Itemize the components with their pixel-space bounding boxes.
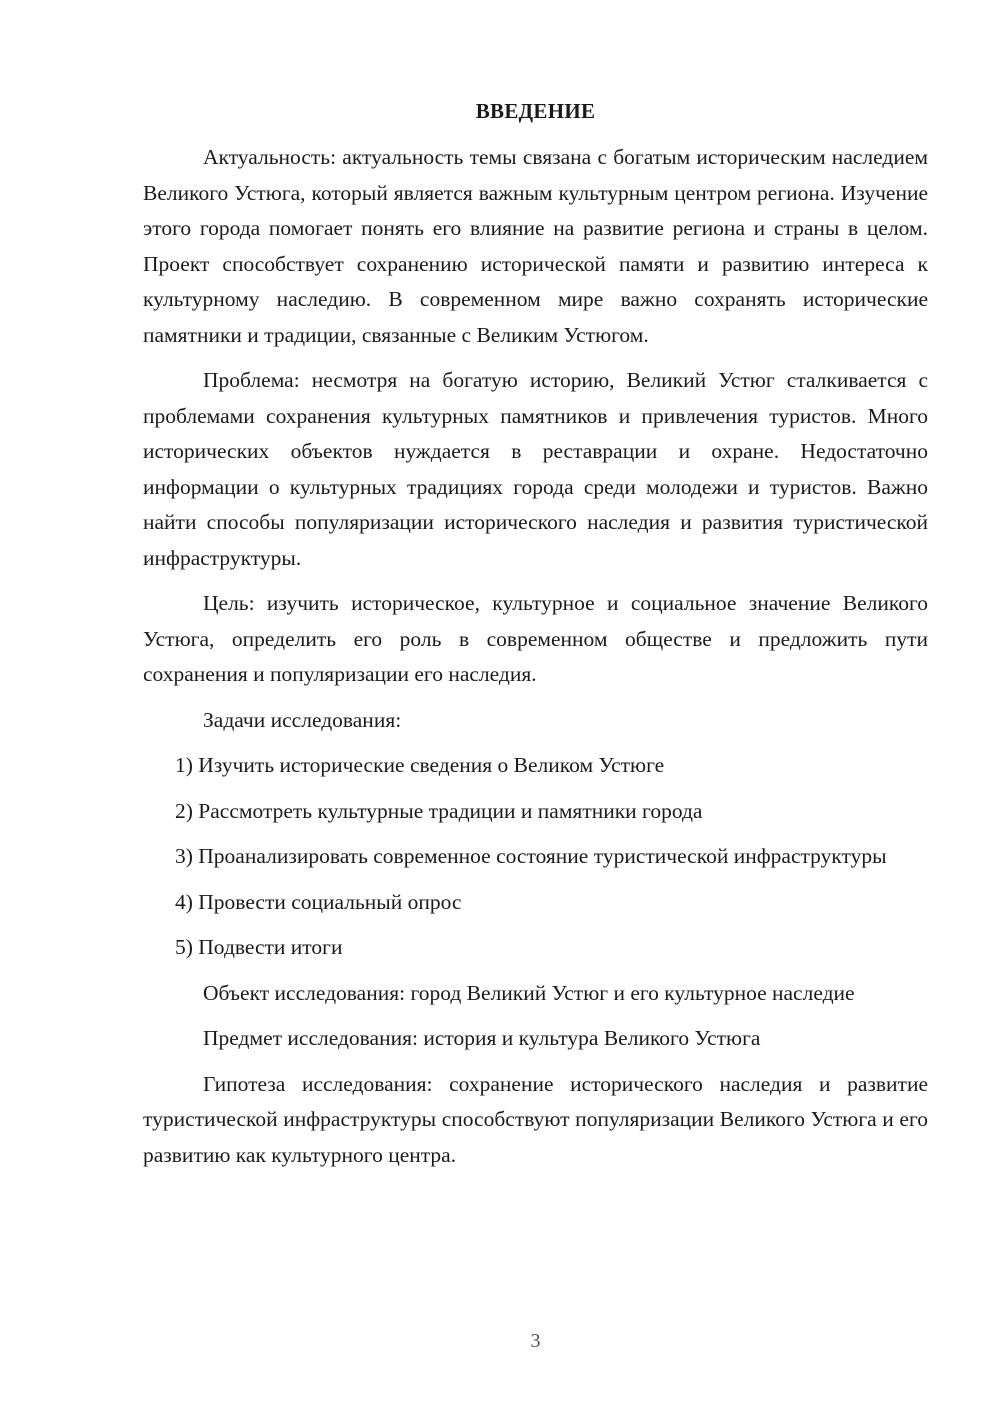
page-number: 3 <box>530 1330 541 1352</box>
task-item: 2) Рассмотреть культурные традиции и памятники города <box>175 798 703 823</box>
task-item: 3) Проанализировать современное состояние туристической инфраструктуры <box>175 844 887 868</box>
task-item: 5) Подвести итоги <box>175 935 343 959</box>
paragraph-tasks-heading: Задачи исследования: <box>203 707 402 732</box>
document-page <box>143 0 928 1414</box>
paragraph-hypothesis: Гипотеза исследования: сохранение исторического наследия и развитие туристической инфраструктуры способствуют популяризации Великого Устюга и его развитию как культурного центра. <box>143 1071 928 1167</box>
section-title: ВВЕДЕНИЕ <box>475 99 596 123</box>
document-body <box>143 140 928 1183</box>
paragraph-object: Объект исследования: город Великий Устюг и его культурное наследие <box>203 980 855 1005</box>
task-item: 4) Провести социальный опрос <box>175 889 462 914</box>
paragraph-goal: Цель: изучить историческое, культурное и социальное значение Великого Устюга, определить его роль в современном обществе и предложить пути сохранения и популяризации его наследия. <box>143 591 928 686</box>
task-item: 1) Изучить исторические сведения о Великом Устюге <box>175 753 665 777</box>
paragraph-relevance: Актуальность: актуальность темы связана с богатым историческим наследием Великого Устюга, который является важным культурным центром региона. Изучение этого города помогает понять его влияние на развитие региона и страны в целом. Проект способствует сохранению исторической памяти и развитию интереса к культурному наследию. В современном мире важно сохранять исторические памятники и традиции, связанные с Великим Устюгом. <box>143 145 928 347</box>
paragraph-subject: Предмет исследования: история и культура Великого Устюга <box>203 1026 761 1050</box>
paragraph-problem: Проблема: несмотря на богатую историю, Великий Устюг сталкивается с проблемами сохранения культурных памятников и привлечения туристов. Много исторических объектов нуждается в реставрации и охране. Недостаточно информации о культурных традициях города среди молодежи и туристов. Важно найти способы популяризации исторического наследия и развития туристической инфраструктуры. <box>143 368 928 570</box>
